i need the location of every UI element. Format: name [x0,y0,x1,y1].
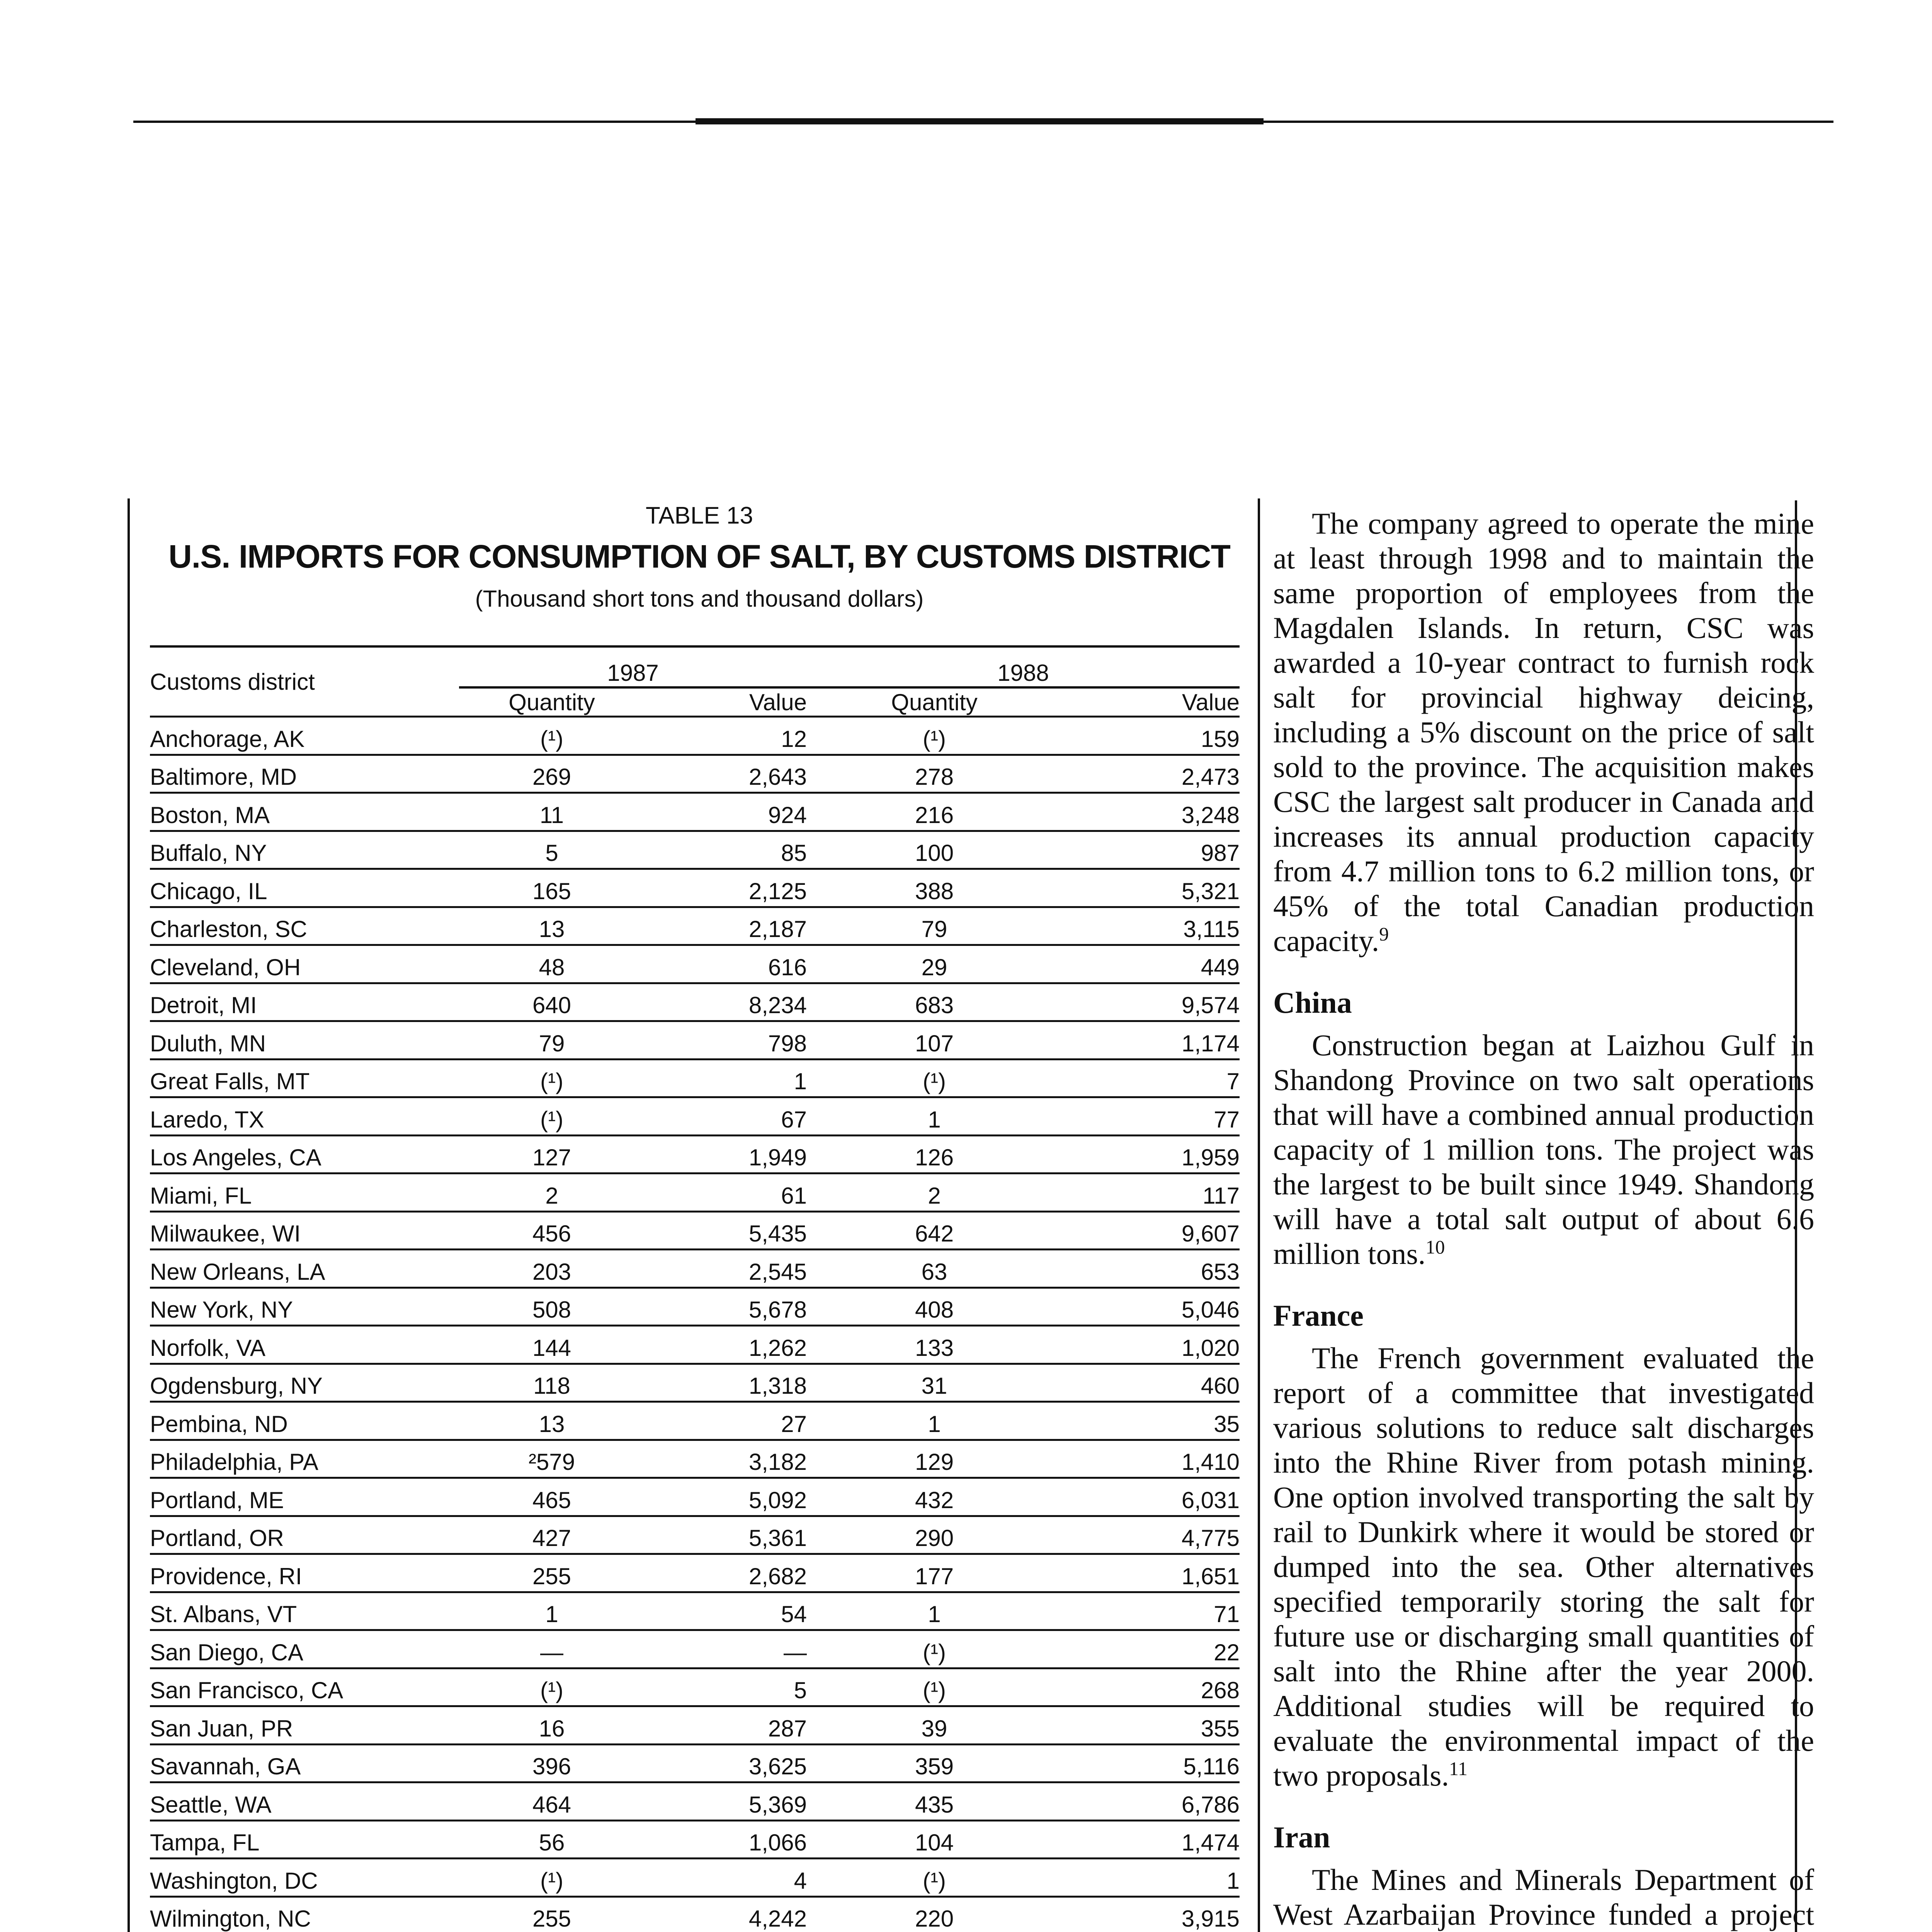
cell-value-1988: 117 [1062,1173,1240,1212]
cell-quantity-1988: 220 [807,1896,1062,1932]
cell-quantity-1987: 16 [459,1706,645,1745]
cell-quantity-1987: 127 [459,1135,645,1173]
cell-value-1988: 77 [1062,1097,1240,1136]
cell-district: Wilmington, NC [150,1896,459,1932]
table-title: U.S. IMPORTS FOR CONSUMPTION OF SALT, BY CUSTOMS DISTRICT [168,538,1230,575]
table-row [150,717,1240,755]
cell-quantity-1988: (¹) [807,1668,1062,1706]
cell-district: Miami, FL [150,1173,459,1212]
cell-district: Ogdensburg, NY [150,1364,459,1402]
cell-quantity-1988: 432 [807,1478,1062,1516]
column-divider-rule [1258,498,1260,1932]
cell-quantity-1988: 1 [807,1592,1062,1630]
cell-value-1988: 3,115 [1062,907,1240,945]
table-row [150,1820,1240,1859]
cell-quantity-1988: 63 [807,1250,1062,1288]
table-row [150,755,1240,793]
cell-district: Baltimore, MD [150,755,459,793]
cell-quantity-1987: 269 [459,755,645,793]
table-row [150,1402,1240,1440]
cell-value-1988: 653 [1062,1250,1240,1288]
table-row [150,1059,1240,1097]
cell-quantity-1988: 100 [807,831,1062,869]
table-row [150,1173,1240,1212]
cell-district: Seattle, WA [150,1782,459,1821]
cell-value-1988: 3,248 [1062,793,1240,831]
cell-value-1987: 798 [645,1021,807,1060]
cell-district: New Orleans, LA [150,1250,459,1288]
cell-quantity-1988: 2 [807,1173,1062,1212]
cell-quantity-1988: 388 [807,869,1062,907]
paragraph-france [1273,1341,1814,1793]
cell-value-1988: 159 [1062,717,1240,755]
table-row [150,1287,1240,1326]
cell-quantity-1988: 1 [807,1097,1062,1136]
text-column [1273,506,1814,1932]
cell-quantity-1988: (¹) [807,717,1062,755]
cell-value-1987: 287 [645,1706,807,1745]
table-label: TABLE 13 [645,502,753,529]
cell-value-1987: 12 [645,717,807,755]
cell-quantity-1987: 396 [459,1744,645,1782]
cell-value-1987: 4,242 [645,1896,807,1932]
reference-marker: 10 [1425,1236,1445,1258]
cell-quantity-1987: 203 [459,1250,645,1288]
cell-district: Norfolk, VA [150,1326,459,1364]
table-row [150,1135,1240,1173]
cell-quantity-1988: 290 [807,1516,1062,1554]
cell-district: Chicago, IL [150,869,459,907]
cell-district: Milwaukee, WI [150,1211,459,1250]
table-row [150,1021,1240,1060]
header-value-1987: Value [749,689,807,715]
table-row [150,1097,1240,1136]
cell-value-1987: 1,949 [645,1135,807,1173]
cell-value-1988: 3,915 [1062,1896,1240,1932]
cell-quantity-1988: 31 [807,1364,1062,1402]
cell-district: San Diego, CA [150,1630,459,1668]
cell-quantity-1987: 255 [459,1554,645,1592]
table-row [150,1706,1240,1745]
table-row [150,793,1240,831]
cell-value-1987: 5,361 [645,1516,807,1554]
cell-district: Laredo, TX [150,1097,459,1136]
cell-quantity-1988: 408 [807,1287,1062,1326]
table-row [150,869,1240,907]
cell-value-1987: 1,066 [645,1820,807,1859]
cell-value-1987: 8,234 [645,983,807,1021]
table-row [150,1326,1240,1364]
cell-quantity-1988: 104 [807,1820,1062,1859]
cell-quantity-1988: 29 [807,945,1062,983]
cell-quantity-1987: 427 [459,1516,645,1554]
cell-value-1988: 987 [1062,831,1240,869]
cell-district: Charleston, SC [150,907,459,945]
cell-quantity-1988: 39 [807,1706,1062,1745]
cell-quantity-1988: 1 [807,1402,1062,1440]
header-customs-district: Customs district [150,668,315,695]
table-row [150,983,1240,1021]
cell-quantity-1987: 11 [459,793,645,831]
paragraph-text: Construction began at Laizhou Gulf in Shandong Province on two salt operations that will have a combined annual production capacity of 1 million tons. The project was the largest to be built since 1949. Shandong will have a total salt output of about 6.6 million tons. [1273,1028,1814,1270]
table-row [150,1516,1240,1554]
cell-value-1987: — [645,1630,807,1668]
header-quantity-1988: Quantity [891,689,978,715]
cell-value-1988: 1,959 [1062,1135,1240,1173]
cell-quantity-1988: 278 [807,755,1062,793]
cell-quantity-1987: 456 [459,1211,645,1250]
cell-quantity-1987: — [459,1630,645,1668]
cell-district: Portland, ME [150,1478,459,1516]
table-row [150,1478,1240,1516]
cell-value-1988: 1,474 [1062,1820,1240,1859]
cell-value-1988: 1,020 [1062,1326,1240,1364]
cell-value-1987: 616 [645,945,807,983]
cell-quantity-1988: 129 [807,1440,1062,1478]
paragraph-china [1273,1028,1814,1271]
table-row [150,1211,1240,1250]
top-rule-thick [696,118,1264,124]
cell-quantity-1987: 165 [459,869,645,907]
cell-value-1988: 6,031 [1062,1478,1240,1516]
table-row [150,1440,1240,1478]
cell-quantity-1988: 107 [807,1021,1062,1060]
cell-quantity-1987: 508 [459,1287,645,1326]
table-row [150,831,1240,869]
table-section [147,498,1252,1932]
cell-district: Cleveland, OH [150,945,459,983]
cell-quantity-1988: 126 [807,1135,1062,1173]
cell-value-1987: 2,125 [645,869,807,907]
cell-value-1988: 9,574 [1062,983,1240,1021]
cell-district: Detroit, MI [150,983,459,1021]
header-quantity-1987: Quantity [509,689,595,715]
table-row [150,1554,1240,1592]
cell-value-1987: 3,625 [645,1744,807,1782]
cell-value-1988: 6,786 [1062,1782,1240,1821]
paragraph-text: The company agreed to operate the mine at least through 1998 and to maintain the same proportion of employees from the Magdalen Islands. In return, CSC was awarded a 10-year contract to furnish rock salt for provincial highway deicing, including a 5% discount on the price of salt sold to the province. The acquisition makes CSC the largest salt producer in Canada and increases its annual production capacity from 4.7 million tons to 6.2 million tons, or 45% of the total Canadian production capacity. [1273,507,1814,957]
cell-quantity-1987: 1 [459,1592,645,1630]
cell-value-1988: 460 [1062,1364,1240,1402]
cell-value-1987: 27 [645,1402,807,1440]
cell-quantity-1987: 2 [459,1173,645,1212]
cell-value-1987: 1 [645,1059,807,1097]
cell-quantity-1987: 144 [459,1326,645,1364]
cell-value-1987: 5,678 [645,1287,807,1326]
cell-quantity-1988: (¹) [807,1059,1062,1097]
cell-quantity-1988: (¹) [807,1630,1062,1668]
cell-quantity-1988: (¹) [807,1859,1062,1897]
cell-value-1988: 1,651 [1062,1554,1240,1592]
paragraph-csc [1273,506,1814,958]
cell-quantity-1988: 359 [807,1744,1062,1782]
cell-district: Philadelphia, PA [150,1440,459,1478]
table-row [150,1859,1240,1897]
reference-marker: 9 [1379,923,1389,945]
cell-value-1987: 5,369 [645,1782,807,1821]
cell-value-1988: 1,174 [1062,1021,1240,1060]
cell-quantity-1987: 79 [459,1021,645,1060]
cell-quantity-1988: 79 [807,907,1062,945]
cell-quantity-1987: (¹) [459,1059,645,1097]
left-column-rule [128,498,130,1932]
cell-value-1988: 22 [1062,1630,1240,1668]
cell-value-1987: 2,682 [645,1554,807,1592]
cell-value-1988: 35 [1062,1402,1240,1440]
cell-quantity-1988: 133 [807,1326,1062,1364]
cell-quantity-1987: 56 [459,1820,645,1859]
cell-value-1988: 5,321 [1062,869,1240,907]
cell-quantity-1987: (¹) [459,1097,645,1136]
cell-value-1988: 268 [1062,1668,1240,1706]
cell-value-1988: 9,607 [1062,1211,1240,1250]
cell-quantity-1988: 435 [807,1782,1062,1821]
cell-district: St. Albans, VT [150,1592,459,1630]
cell-value-1987: 85 [645,831,807,869]
cell-quantity-1987: 255 [459,1896,645,1932]
cell-quantity-1987: 640 [459,983,645,1021]
table-row [150,1630,1240,1668]
header-year-1987: 1987 [459,646,807,687]
cell-district: Portland, OR [150,1516,459,1554]
cell-value-1987: 924 [645,793,807,831]
cell-quantity-1987: 118 [459,1364,645,1402]
cell-quantity-1987: 13 [459,907,645,945]
cell-quantity-1987: ²579 [459,1440,645,1478]
heading-iran: Iran [1273,1820,1330,1854]
cell-value-1988: 7 [1062,1059,1240,1097]
cell-district: Pembina, ND [150,1402,459,1440]
cell-value-1987: 5,092 [645,1478,807,1516]
cell-value-1987: 3,182 [645,1440,807,1478]
table-row [150,1592,1240,1630]
cell-value-1988: 1,410 [1062,1440,1240,1478]
table-row [150,1364,1240,1402]
cell-quantity-1987: 465 [459,1478,645,1516]
cell-value-1987: 2,187 [645,907,807,945]
cell-value-1988: 449 [1062,945,1240,983]
cell-quantity-1988: 216 [807,793,1062,831]
cell-value-1987: 2,545 [645,1250,807,1288]
cell-quantity-1987: (¹) [459,1668,645,1706]
heading-france: France [1273,1299,1364,1332]
cell-district: Boston, MA [150,793,459,831]
cell-district: Anchorage, AK [150,717,459,755]
cell-district: San Juan, PR [150,1706,459,1745]
cell-value-1987: 61 [645,1173,807,1212]
cell-quantity-1987: 5 [459,831,645,869]
cell-district: Great Falls, MT [150,1059,459,1097]
cell-value-1987: 5,435 [645,1211,807,1250]
table-row [150,1668,1240,1706]
cell-value-1988: 5,116 [1062,1744,1240,1782]
table-body [150,717,1240,1932]
cell-value-1987: 1,318 [645,1364,807,1402]
cell-district: Tampa, FL [150,1820,459,1859]
imports-table [150,645,1240,1932]
cell-quantity-1988: 642 [807,1211,1062,1250]
table-row [150,1896,1240,1932]
table-units: (Thousand short tons and thousand dollars) [475,586,924,612]
cell-quantity-1988: 683 [807,983,1062,1021]
cell-quantity-1988: 177 [807,1554,1062,1592]
cell-value-1988: 4,775 [1062,1516,1240,1554]
cell-quantity-1987: 48 [459,945,645,983]
cell-value-1988: 1 [1062,1859,1240,1897]
cell-value-1987: 54 [645,1592,807,1630]
cell-district: Savannah, GA [150,1744,459,1782]
cell-value-1987: 5 [645,1668,807,1706]
paragraph-text: The French government evaluated the report of a committee that investigated various solutions to reduce salt discharges into the Rhine River from potash mining. One option involved transporting the salt by rail to Dunkirk where it would be stored or dumped into the sea. Other alternatives specified temporarily storing the salt for future use or discharging small quantities of salt into the Rhine after the year 2000. Additional studies will be required to evaluate the environmental impact of the two proposals. [1273,1341,1814,1792]
header-year-1988: 1988 [807,646,1240,687]
cell-value-1987: 2,643 [645,755,807,793]
cell-district: Duluth, MN [150,1021,459,1060]
paragraph-iran [1273,1862,1814,1932]
cell-value-1987: 1,262 [645,1326,807,1364]
table-row [150,907,1240,945]
header-value-1988: Value [1182,689,1240,715]
reference-marker: 11 [1449,1758,1468,1779]
cell-district: San Francisco, CA [150,1668,459,1706]
cell-district: New York, NY [150,1287,459,1326]
cell-value-1987: 67 [645,1097,807,1136]
cell-value-1988: 2,473 [1062,755,1240,793]
heading-china: China [1273,986,1352,1019]
cell-quantity-1987: (¹) [459,1859,645,1897]
cell-value-1987: 4 [645,1859,807,1897]
cell-value-1988: 71 [1062,1592,1240,1630]
cell-value-1988: 355 [1062,1706,1240,1745]
cell-quantity-1987: (¹) [459,717,645,755]
cell-district: Providence, RI [150,1554,459,1592]
cell-district: Buffalo, NY [150,831,459,869]
paragraph-text: The Mines and Minerals Department of West Azarbaijan Province funded a project [1273,1863,1814,1931]
cell-value-1988: 5,046 [1062,1287,1240,1326]
table-row [150,945,1240,983]
cell-quantity-1987: 13 [459,1402,645,1440]
table-row [150,1782,1240,1821]
table-row [150,1744,1240,1782]
cell-district: Washington, DC [150,1859,459,1897]
cell-quantity-1987: 464 [459,1782,645,1821]
cell-district: Los Angeles, CA [150,1135,459,1173]
table-row [150,1250,1240,1288]
